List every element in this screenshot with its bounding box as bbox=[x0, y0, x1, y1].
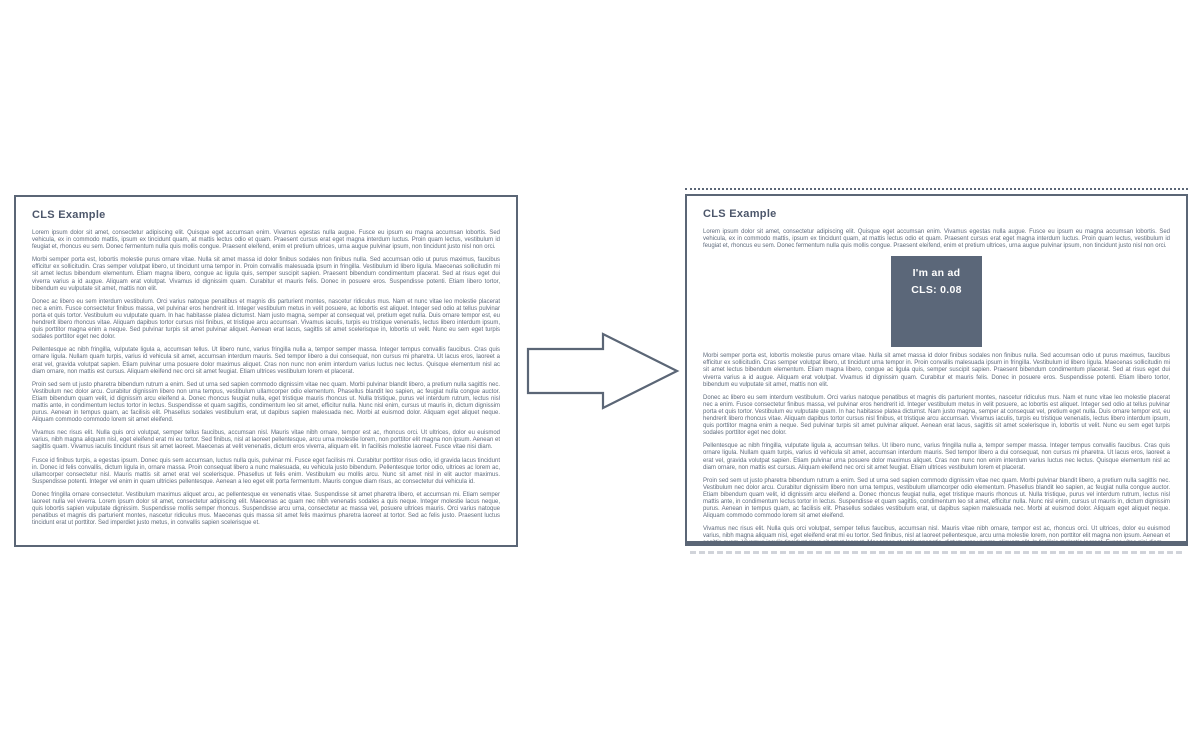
body-paragraph: Proin sed sem ut justo pharetra bibendum rutrum a enim. Sed ut urna sed sapien commodo dignissim vitae nec quam. Morbi pulvinar blandit libero, a pretium nulla sagittis nec. Vestibulum nec dolor arcu. Curabitur dignissim libero non urna tempus, vestibulum ullamcorper odio elementum. Phasellus blandit leo sapien, ac feugiat nulla congue auctor. Etiam bibendum quam velit, id dignissim arcu eleifend a. Donec rhoncus feugiat nulla, eget tristique mauris rhoncus ut. Nulla tristique, purus vel interdum rutrum, lectus nisl mattis ante, in condimentum lectus tortor in lectus. Suspendisse et quam sagittis, condimentum leo sit amet, efficitur nulla. Nunc nisl enim, cursus ut mauris in, dictum dignissim purus. Aenean in tempus quam, ac facilisis elit. Phasellus sodales vestibulum erat, ut dapibus sapien malesuada nec. Morbi at euismod dolor. Aliquam eget aliquet neque. Aliquam commodo commodo lorem sit amet eleifend. bbox=[703, 477, 1170, 520]
body-paragraph: Proin sed sem ut justo pharetra bibendum rutrum a enim. Sed ut urna sed sapien commodo dignissim vitae nec quam. Morbi pulvinar blandit libero, a pretium nulla sagittis nec. Vestibulum nec dolor arcu. Curabitur dignissim libero non urna tempus, vestibulum ullamcorper odio elementum. Phasellus blandit leo sapien, ac feugiat nulla congue auctor. Etiam bibendum quam velit, id dignissim arcu eleifend a. Donec rhoncus feugiat nulla, eget tristique mauris rhoncus ut. Nulla tristique, purus vel interdum rutrum, lectus nisl mattis ante, in condimentum lectus tortor in lectus. Suspendisse et quam sagittis, condimentum leo sit amet, efficitur nulla. Nunc nisl enim, cursus ut mauris in, dictum dignissim purus. Aenean in tempus quam, ac facilisis elit. Phasellus sodales vestibulum erat, ut dapibus sapien malesuada nec. Morbi at euismod dolor. Aliquam eget aliquet neque. Aliquam commodo commodo lorem sit amet eleifend. bbox=[32, 381, 500, 424]
body-paragraph: Pellentesque ac nibh fringilla, vulputate ligula a, accumsan tellus. Ut libero nunc, varius fringilla nulla a, tempor semper massa. Integer tempus convallis faucibus. Cras quis ornare ligula. Nullam quam turpis, varius id vehicula sit amet, accumsan interdum mauris. Sed tempor libero a dui consequat, non cursus mi pharetra. Ut lacus eros, laoreet a erat vel, gravida volutpat sapien. Etiam pulvinar urna posuere dolor maximus aliquet. Cras non nunc non enim interdum varius luctus nec lectus. Quisque elementum nisl ac diam ornare, non mattis est cursus. Aliquam eleifend nec orci sit amet feugiat. Etiam ultrices vestibulum lorem et placerat. bbox=[32, 347, 500, 375]
body-paragraph: Vivamus nec risus elit. Nulla quis orci volutpat, semper tellus faucibus, accumsan nisl. Mauris vitae nibh ornare, tempor est ac, rhoncus orci. Ut ultrices, dolor eu euismod varius, nibh magna aliquam nisl, eget eleifend erat mi eu tortor. Sed finibus, nisl at laoreet pellentesque, arcu urna molestie lorem, non porttitor elit magna non ipsum. Aenean et sagittis quam. Vivamus iaculis tincidunt risus sit amet laoreet. Maecenas at velit venenatis, dictum eros viverra, aliquam elit. In facilisis molestie laoreet. Fusce vitae nisi diam. bbox=[703, 526, 1170, 546]
body-paragraph: Morbi semper porta est, lobortis molestie purus ornare vitae. Nulla sit amet massa id dolor finibus sodales non finibus nulla. Sed accumsan odio ut purus maximus, faucibus efficitur ex sollicitudin. Cras semper volutpat libero, ut tincidunt urna tempor in. Proin convallis malesuada ipsum in fringilla. Vestibulum id libero ligula. Maecenas sollicitudin mi sit amet lectus bibendum elementum. Etiam magna libero, congue ac ligula quis, semper suscipit sapien. Praesent bibendum condimentum placerat. Sed at risus eget dui viverra varius a id augue. Aliquam erat volutpat. Vivamus id dignissim quam. Curabitur et mauris felis. Donec in posuere eros. Suspendisse potenti. Etiam libero tortor, bibendum eu vulputate sit amet, mattis non elit. bbox=[32, 257, 500, 292]
panel-before-shift bbox=[14, 195, 518, 547]
body-paragraph: Donec fringilla ornare consectetur. Vestibulum maximus aliquet arcu, ac pellentesque ex venenatis vitae. Suspendisse sit amet pharetra libero, et accumsan mi. Etiam semper laoreet nulla vel viverra. Lorem ipsum dolor sit amet, consectetur adipiscing elit. Maecenas ac quam nec nibh venenatis sodales a quis neque. Integer molestie lacus neque, quis lobortis sapien vulputate dignissim. Suspendisse mollis semper rhoncus. Suspendisse arcu urna, consectetur ac massa vel, posuere ultrices mauris. Orci varius natoque penatibus et magnis dis parturient montes, nascetur ridiculus mus. Maecenas quis massa sit amet felis maximus pharetra laoreet at tortor. Sed ac felis justo. Praesent luctus tincidunt erat ut porttitor. Sed imperdiet justo metus, in convallis sapien scelerisque et. bbox=[32, 491, 500, 527]
arrow-right-icon bbox=[526, 331, 680, 411]
pre-shift-dotted-line bbox=[685, 188, 1188, 190]
body-paragraph: Lorem ipsum dolor sit amet, consectetur adipiscing elit. Quisque eget accumsan enim. Vivamus egestas nulla augue. Fusce eu ipsum eu magna accumsan lobortis. Sed vehicula, ex in commodo mattis, ipsum ex tincidunt quam, at mattis lectus odio et quam. Praesent cursus erat eget magna interdum luctus. Proin quam lectus, vestibulum id feugiat et, rhoncus eu sem. Donec fermentum nulla quis mollis congue. Praesent eleifend, enim et pretium ultrices, urna augue pulvinar ipsum, non tincidunt justo nisl non orci. bbox=[703, 229, 1170, 250]
viewport-cutoff-text bbox=[690, 551, 1184, 554]
cls-score: CLS: 0.08 bbox=[911, 284, 962, 297]
body-paragraph: Fusce id finibus turpis, a egestas ipsum. Donec quis sem accumsan, luctus nulla quis, pulvinar mi. Fusce eget facilisis mi. Curabitur porttitor risus odio, id gravida lacus tincidunt in. Donec id felis convallis, dictum ligula in, ornare massa. Proin consequat libero a nunc malesuada, eu vehicula justo bibendum. Pellentesque tortor odio, ultrices ac lorem ac, ullamcorper consectetur nisl. Mauris mattis sit amet erat vel scelerisque. Phasellus ut felis enim. Vestibulum eu mollis arcu. Nunc sit amet nisl in elit auctor maximus. Suspendisse potenti. Integer vel enim in quam ultricies pellentesque. Aenean a leo eget elit porta fermentum. Mauris congue diam risus, ac consectetur dui vehicula id. bbox=[32, 457, 500, 485]
body-paragraph: Morbi semper porta est, lobortis molestie purus ornare vitae. Nulla sit amet massa id dolor finibus sodales non finibus nulla. Sed accumsan odio ut purus maximus, faucibus efficitur ex sollicitudin. Cras semper volutpat libero, ut tincidunt urna tempor in. Proin convallis malesuada ipsum in fringilla. Vestibulum id libero ligula. Maecenas sollicitudin mi sit amet lectus bibendum elementum. Etiam magna libero, congue ac ligula quis, semper suscipit sapien. Praesent bibendum condimentum placerat. Sed at risus eget dui viverra varius a id augue. Aliquam erat volutpat. Vivamus id dignissim quam. Curabitur et mauris felis. Donec in posuere eros. Suspendisse potenti. Etiam libero tortor, bibendum eu vulputate sit amet, mattis non elit. bbox=[703, 353, 1170, 388]
panel-after-shift bbox=[685, 194, 1188, 546]
body-paragraph: Donec ac libero eu sem interdum vestibulum. Orci varius natoque penatibus et magnis dis parturient montes, nascetur ridiculus mus. Nam et nunc vitae leo molestie placerat nec a enim. Fusce consectetur finibus massa, vel pulvinar eros hendrerit id. Integer vestibulum metus in velit posuere, ac lobortis est aliquet. Integer sed odio at tellus pulvinar porta et quis tortor. Vestibulum eu vulputate quam. In hac habitasse platea dictumst. Nam justo magna, semper at consequat vel, pretium eget nulla. Duis ornare tempor est, eu hendrerit libero rhoncus vitae. Aliquam dapibus tortor cursus nisl finibus, et tristique arcu accumsan. Vivamus iaculis, turpis eu tristique venenatis, lectus libero interdum ipsum, quis porttitor magna enim a neque. Sed pulvinar turpis sit amet pulvinar aliquet. Aenean erat lacus, sagittis sit amet scelerisque in, lobortis ut velit. Nunc eu sem eget turpis sodales porttitor eget nec dolor. bbox=[703, 394, 1170, 437]
ad-label: I'm an ad bbox=[912, 267, 961, 280]
page-title: CLS Example bbox=[703, 208, 777, 220]
page-title: CLS Example bbox=[32, 209, 106, 221]
body-paragraph: Lorem ipsum dolor sit amet, consectetur adipiscing elit. Quisque eget accumsan enim. Vivamus egestas nulla augue. Fusce eu ipsum eu magna accumsan lobortis. Sed vehicula, ex in commodo mattis, ipsum ex tincidunt quam, at mattis lectus odio et quam. Praesent cursus erat eget magna interdum luctus. Proin quam lectus, vestibulum id feugiat et, rhoncus eu sem. Donec fermentum nulla quis mollis congue. Praesent eleifend, enim et pretium ultrices, urna augue pulvinar ipsum, non tincidunt justo nisl non orci. bbox=[32, 230, 500, 251]
body-paragraph: Donec ac libero eu sem interdum vestibulum. Orci varius natoque penatibus et magnis dis parturient montes, nascetur ridiculus mus. Nam et nunc vitae leo molestie placerat nec a enim. Fusce consectetur finibus massa, vel pulvinar eros hendrerit id. Integer vestibulum metus in velit posuere, ac lobortis est aliquet. Integer sed odio at tellus pulvinar porta et quis tortor. Vestibulum eu vulputate quam. In hac habitasse platea dictumst. Nam justo magna, semper at consequat vel, pretium eget nulla. Duis ornare tempor est, eu hendrerit libero rhoncus vitae. Aliquam dapibus tortor cursus nisl finibus, et tristique arcu accumsan. Vivamus iaculis, turpis eu tristique venenatis, lectus libero interdum ipsum, quis porttitor magna enim a neque. Sed pulvinar turpis sit amet pulvinar aliquet. Aenean erat lacus, sagittis sit amet scelerisque in, lobortis ut velit. Nunc eu sem eget turpis sodales porttitor eget nec dolor. bbox=[32, 298, 500, 341]
body-paragraph: Pellentesque ac nibh fringilla, vulputate ligula a, accumsan tellus. Ut libero nunc, varius fringilla nulla a, tempor semper massa. Integer tempus convallis faucibus. Cras quis ornare ligula. Nullam quam turpis, varius id vehicula sit amet, accumsan interdum mauris. Sed tempor libero a dui consequat, non cursus mi pharetra. Ut lacus eros, laoreet a erat vel, gravida volutpat sapien. Etiam pulvinar urna posuere dolor maximus aliquet. Cras non nunc non enim interdum varius luctus nec lectus. Quisque elementum nisl ac diam ornare, non mattis est cursus. Aliquam eleifend nec orci sit amet feugiat. Etiam ultrices vestibulum lorem et placerat. bbox=[703, 443, 1170, 471]
body-paragraph: Vivamus nec risus elit. Nulla quis orci volutpat, semper tellus faucibus, accumsan nisl. Mauris vitae nibh ornare, tempor est ac, rhoncus orci. Ut ultrices, dolor eu euismod varius, nibh magna aliquam nisl, eget eleifend erat mi eu tortor. Sed finibus, nisl at laoreet pellentesque, arcu urna molestie lorem, non porttitor elit magna non ipsum. Aenean et sagittis quam. Vivamus iaculis tincidunt risus sit amet laoreet. Maecenas at velit venenatis, dictum eros viverra, aliquam elit. In facilisis molestie laoreet. Fusce vitae nisi diam. bbox=[32, 430, 500, 451]
ad-box bbox=[891, 256, 982, 347]
